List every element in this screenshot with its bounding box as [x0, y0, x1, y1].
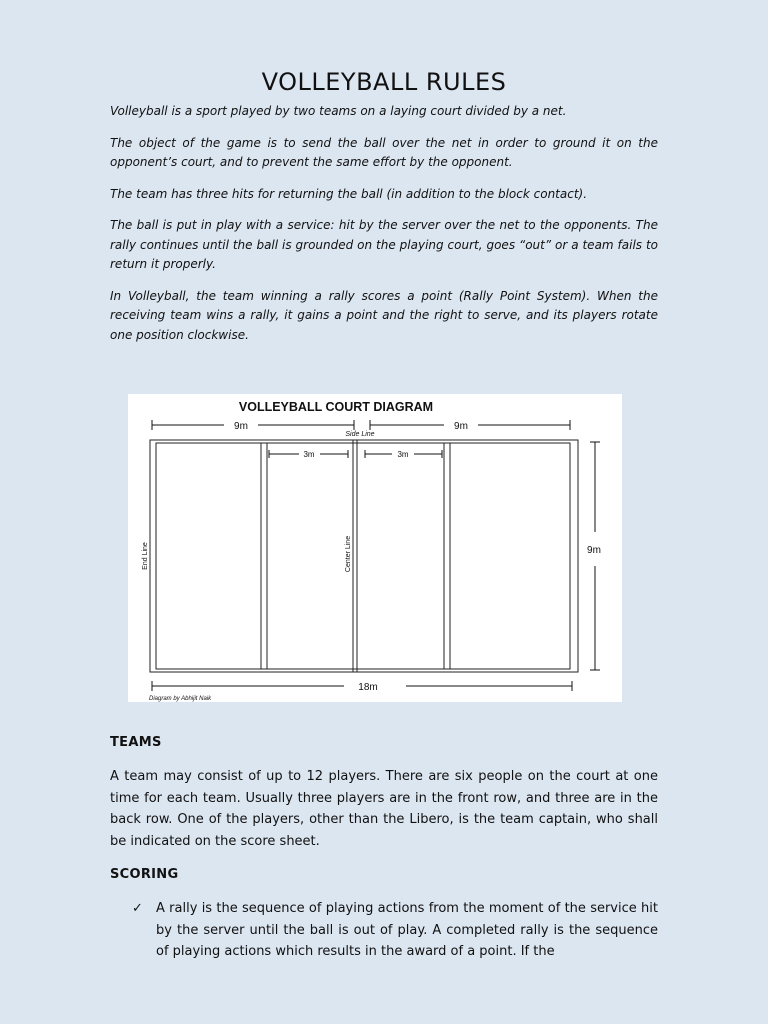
attack-zone-dimension-lines [269, 450, 442, 458]
court-width-label: 9m [587, 545, 601, 556]
court-length-label: 18m [358, 682, 378, 693]
dimension-label: 9m [454, 421, 468, 432]
intro-paragraph: In Volleyball, the team winning a rally scores a point (Rally Point System). When the receiving team wins a rally, it gains a point and the right to serve, and its players rotate one position clockwise. [110, 288, 658, 342]
diagram-title: VOLLEYBALL COURT DIAGRAM [238, 400, 434, 414]
center-line-label: Center Line [345, 535, 352, 573]
diagram-credit: Diagram by Abhijit Naik [149, 696, 212, 702]
intro-paragraph: Volleyball is a sport played by two teams on a laying court divided by a net. [110, 104, 567, 118]
teams-paragraph: A team may consist of up to 12 players. There are six people on the court at one time for each team. Usually three players are in the front row, and three are in the back row. One of the players, other than the Libero, is the team captain, who shall be indicated on the score sheet. [110, 769, 658, 849]
scoring-list [132, 898, 658, 963]
intro-paragraph: The object of the game is to send the ball over the net in order to ground it on the opponent’s court, and to prevent the same effort by the opponent. [110, 135, 658, 169]
intro-paragraph: The team has three hits for returning the ball (in addition to the block contact). [110, 186, 588, 201]
intro-paragraph: The ball is put in play with a service: hit by the server over the net to the opponents. The rally continues until the ball is grounded on the playing court, goes “out” or a team fails to return it properly. [110, 218, 658, 271]
court-diagram [128, 394, 622, 702]
dimension-label: 9m [234, 421, 248, 432]
scoring-heading: SCORING [110, 867, 179, 882]
side-line-label: Side Line [345, 431, 375, 438]
intro-section [110, 102, 658, 357]
list-item-text: A rally is the sequence of playing actions from the moment of the service hit by the server until the ball is out of play. A completed rally is the sequence of playing actions which results in the award of a point. If the [156, 901, 658, 959]
teams-heading: TEAMS [110, 735, 162, 750]
checkmark-icon: ✓ [132, 901, 143, 916]
page-title: VOLLEYBALL RULES [261, 68, 507, 97]
court-lines [261, 440, 450, 672]
court-diagram-svg [128, 394, 622, 702]
attack-zone-label: 3m [303, 450, 315, 459]
end-line-label: End Line [142, 542, 149, 570]
court-outline [150, 440, 578, 672]
list-item [132, 898, 658, 963]
right-dimension-lines [590, 442, 600, 670]
top-dimension-lines [152, 420, 570, 430]
attack-zone-label: 3m [397, 450, 409, 459]
